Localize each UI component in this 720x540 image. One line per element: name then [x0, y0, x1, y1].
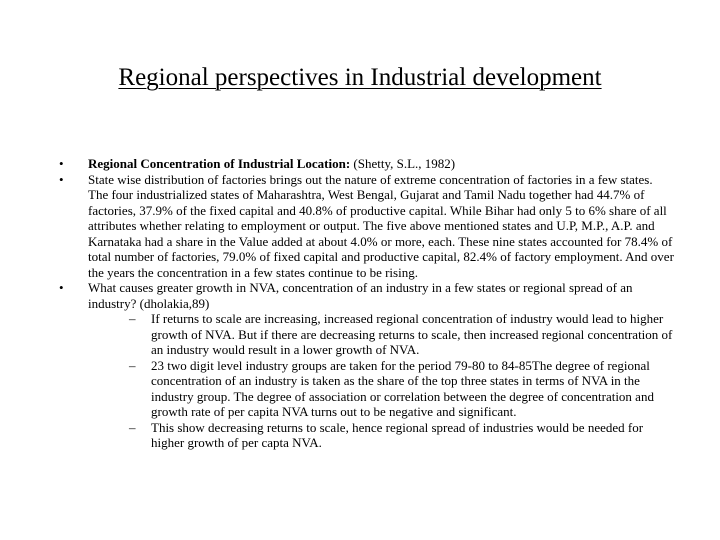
dash-icon: – — [129, 311, 136, 326]
sub-bullet-list — [88, 311, 675, 451]
bullet-icon: • — [59, 171, 64, 187]
sub-bullet-item — [120, 420, 675, 451]
bullet-heading: Regional Concentration of Industrial Location: — [88, 156, 351, 171]
sub-bullet-text: This show decreasing returns to scale, hence regional spread of industries would be needed for higher growth of per capta NVA. — [151, 419, 644, 450]
bullet-list — [55, 156, 675, 451]
sub-bullet-item — [120, 311, 675, 358]
sub-bullet-item — [120, 358, 675, 420]
bullet-item — [55, 172, 675, 281]
sub-bullet-text: 23 two digit level industry groups are taken for the period 79-80 to 84-85The degree of regional concentration of an industry is taken as the share of the top three states in terms of NVA in the industry group. The degree of association or correlation between the degree of concentration and growth rate of per capita NVA turns out to be negative and significant. — [151, 357, 654, 419]
bullet-icon: • — [59, 156, 64, 171]
bullet-text: (Shetty, S.L., 1982) — [350, 156, 456, 171]
dash-icon: – — [129, 357, 136, 373]
bullet-text: State wise distribution of factories brings out the nature of extreme concentration of factories in a few states. The four industrialized states of Maharashtra, West Bengal, Gujarat and Tamil Nadu together had 44.7% of factories, 37.9% of the fixed capital and 40.8% of productive capital. While Bihar had only 5 to 6% share of all attributes whether relating to employment or output. The five above mentioned states and U.P, M.P., A.P. and Karnataka had a share in the Value added at about 4.0% or more, each. These nine states accounted for 78.4% of total number of factories, 79.0% of fixed capital and productive capital, 82.4% of factory employment. And over the years the concentration in a few states continue to be rising. — [88, 171, 674, 280]
slide-title: Regional perspectives in Industrial development — [118, 64, 602, 91]
bullet-item — [55, 280, 675, 451]
bullet-item — [55, 156, 675, 172]
bullet-icon: • — [59, 280, 64, 295]
dash-icon: – — [129, 419, 136, 435]
bullet-text: What causes greater growth in NVA, concentration of an industry in a few states or regional spread of an industry? (dholakia,89) — [88, 280, 633, 311]
sub-bullet-text: If returns to scale are increasing, increased regional concentration of industry would lead to higher growth of NVA. But if there are decreasing returns to scale, then increased regional concentration of an industry would result in a lower growth of NVA. — [151, 311, 673, 357]
